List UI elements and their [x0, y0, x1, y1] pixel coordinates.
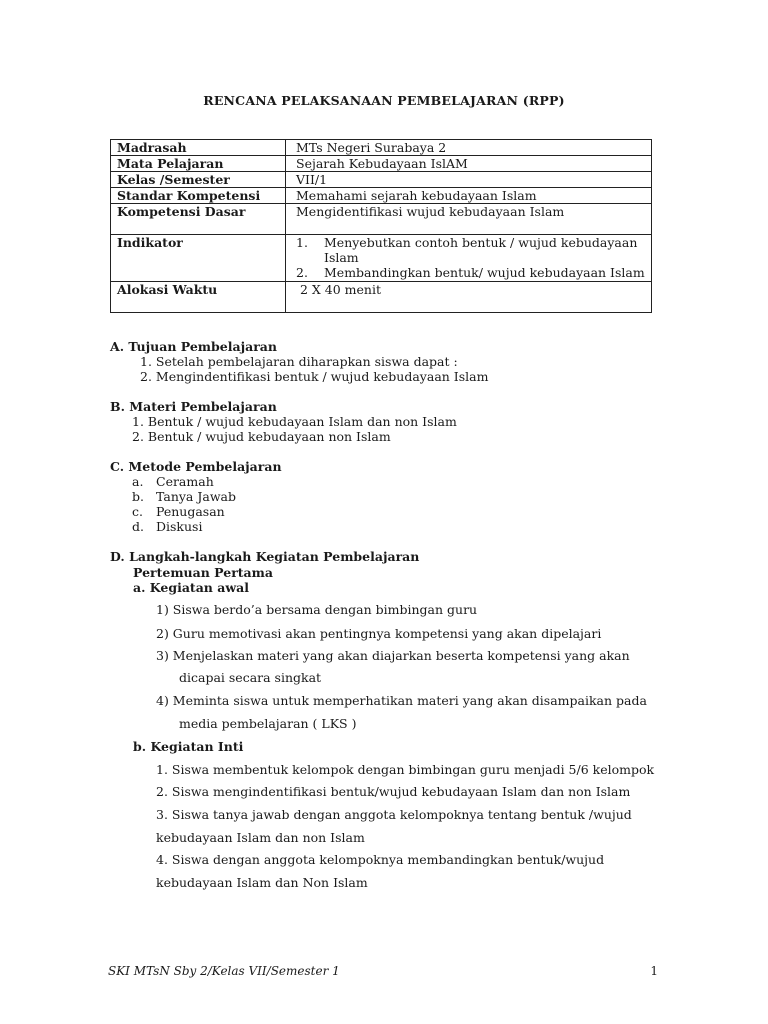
list-item	[296, 235, 645, 265]
table-row	[111, 204, 652, 235]
alokasi-label: Alokasi Waktu	[111, 282, 286, 313]
mapel-label: Mata Pelajaran	[111, 156, 286, 172]
list-number: 2.	[296, 265, 308, 280]
table-row	[111, 282, 652, 313]
indikator-list	[296, 235, 645, 280]
list-item: 2. Siswa mengindentifikasi bentuk/wujud kebudayaan Islam dan non Islam	[156, 784, 631, 799]
table-row	[111, 188, 652, 204]
section-heading: A. Tujuan Pembelajaran	[110, 339, 277, 354]
mapel-value: Sejarah Kebudayaan IslAM	[286, 156, 652, 172]
list-letter: a.	[132, 474, 144, 489]
section-tujuan	[110, 339, 670, 384]
list-item: 1. Setelah pembelajaran diharapkan siswa dapat :	[140, 354, 458, 369]
table-row	[111, 156, 652, 172]
footer-text: SKI MTsN Sby 2/Kelas VII/Semester 1	[108, 964, 340, 978]
indikator-label: Indikator	[111, 235, 286, 282]
list-number: 1.	[296, 235, 308, 250]
list-item-cont: kebudayaan Islam dan Non Islam	[156, 875, 368, 890]
section-heading: B. Materi Pembelajaran	[110, 399, 277, 414]
list-text: Menyebutkan contoh bentuk / wujud kebudayaan Islam	[324, 235, 638, 265]
list-text: Penugasan	[156, 504, 225, 519]
alokasi-value: 2 X 40 menit	[286, 282, 652, 313]
list-text: Ceramah	[156, 474, 214, 489]
info-table	[110, 139, 652, 313]
indikator-value	[286, 235, 652, 282]
page-footer	[108, 964, 658, 978]
list-item	[110, 519, 670, 534]
kelas-label: Kelas /Semester	[111, 172, 286, 188]
section-langkah	[110, 549, 670, 899]
section-metode	[110, 459, 670, 534]
madrasah-label: Madrasah	[111, 140, 286, 156]
list-item: 1) Siswa berdo’a bersama dengan bimbingan guru	[156, 602, 478, 617]
list-item: 4) Meminta siswa untuk memperhatikan materi yang akan disampaikan pada	[156, 693, 647, 708]
list-item: 2. Mengindentifikasi bentuk / wujud kebudayaan Islam	[140, 369, 489, 384]
list-item	[296, 265, 645, 280]
list-item: 1. Bentuk / wujud kebudayaan Islam dan non Islam	[132, 414, 457, 429]
section-materi	[110, 399, 670, 444]
list-letter: c.	[132, 504, 143, 519]
table-row	[111, 172, 652, 188]
list-item: 1. Siswa membentuk kelompok dengan bimbingan guru menjadi 5/6 kelompok	[156, 762, 655, 777]
section-heading: D. Langkah-langkah Kegiatan Pembelajaran	[110, 549, 420, 564]
pertemuan-heading: Pertemuan Pertama	[133, 565, 273, 580]
list-item-cont: kebudayaan Islam dan non Islam	[156, 830, 365, 845]
list-item: 3) Menjelaskan materi yang akan diajarkan beserta kompetensi yang akan	[156, 648, 630, 663]
page-title: RENCANA PELAKSANAAN PEMBELAJARAN (RPP)	[203, 93, 565, 108]
list-item	[110, 489, 670, 504]
list-item: 2) Guru memotivasi akan pentingnya kompetensi yang akan dipelajari	[156, 626, 602, 641]
table-row	[111, 235, 652, 282]
list-item: 2. Bentuk / wujud kebudayaan non Islam	[132, 429, 391, 444]
kegiatan-inti-heading: b. Kegiatan Inti	[133, 739, 244, 754]
sk-value: Memahami sejarah kebudayaan Islam	[286, 188, 652, 204]
list-letter: b.	[132, 489, 144, 504]
list-item-cont: dicapai secara singkat	[179, 670, 322, 685]
madrasah-value: MTs Negeri Surabaya 2	[286, 140, 652, 156]
list-item	[110, 504, 670, 519]
list-item-cont: media pembelajaran ( LKS )	[179, 716, 357, 731]
kd-label: Kompetensi Dasar	[111, 204, 286, 235]
kegiatan-awal-heading: a. Kegiatan awal	[133, 580, 249, 595]
list-text: Membandingkan bentuk/ wujud kebudayaan Islam	[324, 265, 645, 280]
list-item	[110, 474, 670, 489]
list-text: Tanya Jawab	[156, 489, 236, 504]
list-item: 3. Siswa tanya jawab dengan anggota kelompoknya tentang bentuk /wujud	[156, 807, 632, 822]
section-heading: C. Metode Pembelajaran	[110, 459, 282, 474]
table-row	[111, 140, 652, 156]
list-letter: d.	[132, 519, 144, 534]
kelas-value: VII/1	[286, 172, 652, 188]
page-number: 1	[650, 964, 658, 978]
list-item: 4. Siswa dengan anggota kelompoknya membandingkan bentuk/wujud	[156, 852, 605, 867]
sk-label: Standar Kompetensi	[111, 188, 286, 204]
kd-value: Mengidentifikasi wujud kebudayaan Islam	[286, 204, 652, 235]
list-text: Diskusi	[156, 519, 203, 534]
